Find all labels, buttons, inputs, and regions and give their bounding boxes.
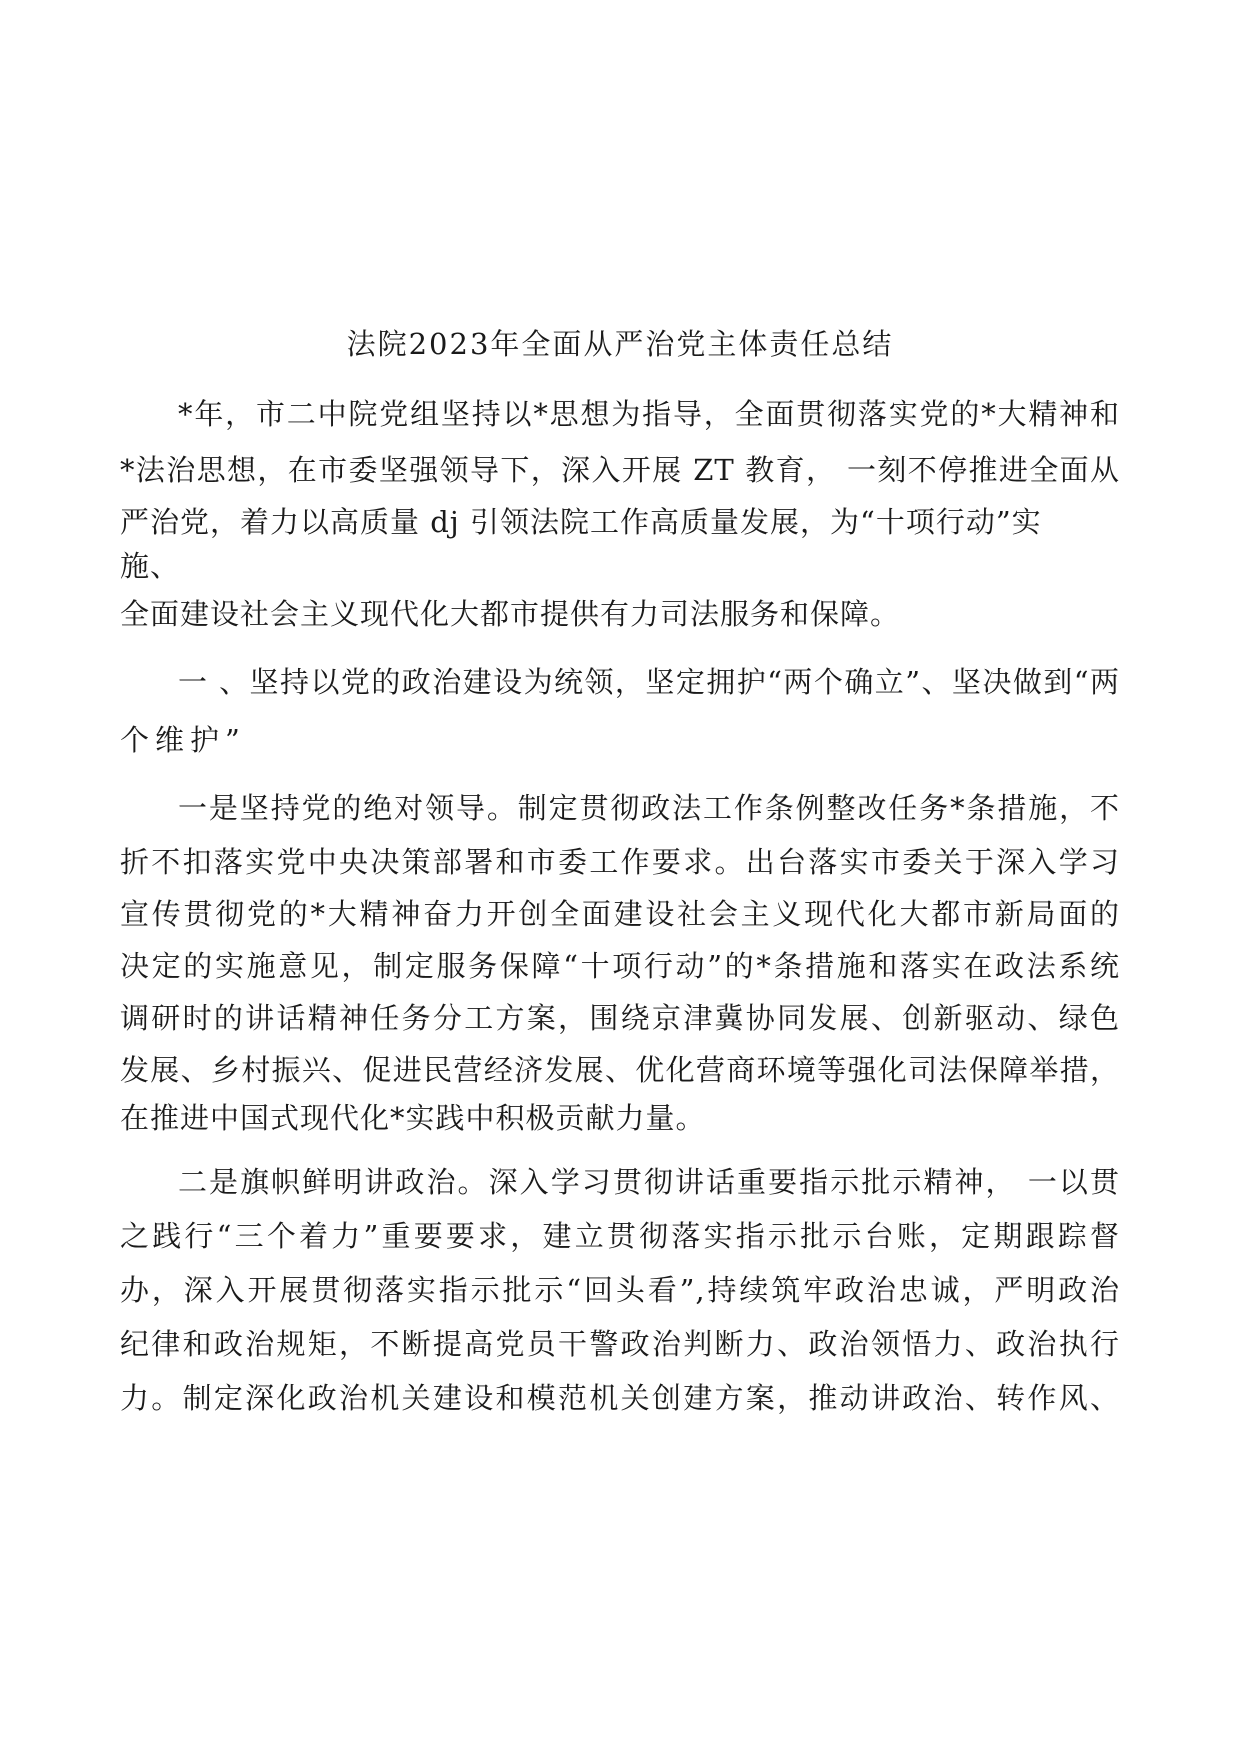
para1-line-4: 决定的实施意见，制定服务保障“十项行动”的*条措施和落实在政法系统 bbox=[120, 949, 1120, 983]
intro-line-3: 严治党，着力以高质量 dj 引领法院工作高质量发展，为“十项行动”实 bbox=[120, 505, 1042, 539]
intro-line-2: *法治思想，在市委坚强领导下，深入开展 ZT 教育， 一刻不停推进全面从 bbox=[120, 453, 1120, 487]
para1-line-7: 在推进中国式现代化*实践中积极贡献力量。 bbox=[120, 1101, 706, 1135]
para1-line-2: 折不扣落实党中央决策部署和市委工作要求。出台落实市委关于深入学习 bbox=[120, 845, 1120, 879]
para2-line-1: 二是旗帜鲜明讲政治。深入学习贯彻讲话重要指示批示精神， 一以贯 bbox=[178, 1165, 1120, 1199]
para1-line-1: 一是坚持党的绝对领导。制定贯彻政法工作条例整改任务*条措施，不 bbox=[178, 791, 1120, 825]
para1-line-5: 调研时的讲话精神任务分工方案，围绕京津冀协同发展、创新驱动、绿色 bbox=[120, 1001, 1120, 1035]
para1-line-3: 宣传贯彻党的*大精神奋力开创全面建设社会主义现代化大都市新局面的 bbox=[120, 897, 1120, 931]
para2-line-3: 办，深入开展贯彻落实指示批示“回头看”,持续筑牢政治忠诚，严明政治 bbox=[120, 1273, 1120, 1307]
intro-line-5: 全面建设社会主义现代化大都市提供有力司法服务和保障。 bbox=[120, 597, 901, 631]
para1-line-6: 发展、乡村振兴、促进民营经济发展、优化营商环境等强化司法保障举措， bbox=[120, 1053, 1120, 1087]
section-heading-1-line-1: 一 、坚持以党的政治建设为统领，坚定拥护“两个确立”、坚决做到“两 bbox=[178, 665, 1120, 699]
para2-line-4: 纪律和政治规矩，不断提高党员干警政治判断力、政治领悟力、政治执行 bbox=[120, 1327, 1120, 1361]
para2-line-5: 力。制定深化政治机关建设和模范机关创建方案，推动讲政治、转作风、 bbox=[120, 1381, 1120, 1415]
intro-line-1: *年，市二中院党组坚持以*思想为指导，全面贯彻落实党的*大精神和 bbox=[178, 397, 1120, 431]
para2-line-2: 之践行“三个着力”重要要求，建立贯彻落实指示批示台账，定期跟踪督 bbox=[120, 1219, 1120, 1253]
intro-line-4: 施、 bbox=[120, 549, 181, 583]
document-title: 法院2023年全面从严治党主体责任总结 bbox=[346, 327, 894, 361]
section-heading-1-line-2: 个维护” bbox=[120, 723, 246, 757]
